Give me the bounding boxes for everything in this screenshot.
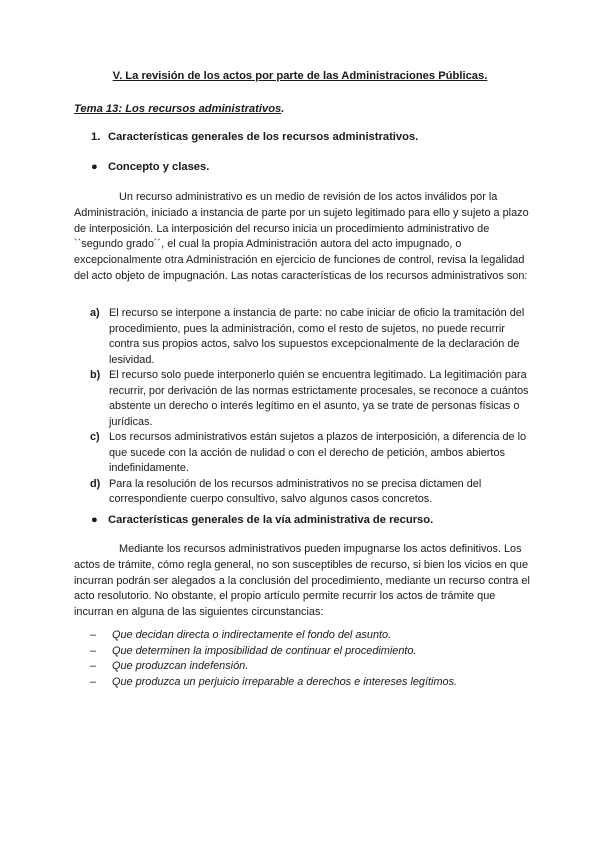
- list-item: [90, 477, 532, 508]
- section-heading-text: Características generales de los recursos administrativos.: [108, 131, 419, 143]
- section-number: 1.: [91, 131, 101, 143]
- list-item-text: El recurso solo puede interponerlo quién se encuentra legitimado. La legitimación para recurrir, por derivación de las normas estrictamente procesales, se reconoce a cuántos abstente un derecho o interés legítimo en el asunto, ya se trate de personas físicas o jurídicas.: [109, 369, 529, 428]
- bullet-heading-text: Características generales de la vía administrativa de recurso.: [108, 514, 434, 526]
- list-item-label: b): [90, 369, 101, 381]
- list-item-text: Los recursos administrativos están sujetos a plazos de interposición, a diferencia de lo que sucede con la acción de nulidad o con el derecho de petición, ambos abiertos indefinidamente.: [109, 431, 527, 474]
- list-item-label: a): [90, 307, 100, 319]
- list-item: [90, 675, 530, 691]
- list-item-text: Que produzcan indefensión.: [112, 660, 249, 672]
- tema-title: Tema 13: Los recursos administrativos: [74, 103, 282, 115]
- bullet-heading-via-administrativa: [91, 514, 433, 526]
- dash-icon: –: [90, 629, 97, 641]
- list-item-label: c): [90, 431, 100, 443]
- document-title: V. La revisión de los actos por parte de las Administraciones Públicas.: [112, 70, 488, 82]
- list-item: [90, 659, 530, 675]
- list-item-text: El recurso se interpone a instancia de parte: no cabe iniciar de oficio la tramitación del procedimiento, pues la administración, como el resto de sujetos, no puede recurrir contra sus propios actos, salvo los supuestos excepcionalmente de la declaración de lesividad.: [109, 307, 525, 366]
- list-item: [90, 306, 532, 368]
- section-heading-1: [91, 131, 418, 143]
- list-item-text: Para la resolución de los recursos administrativos no se precisa dictamen del correspondiente cuerpo consultivo, salvo algunos casos concretos.: [109, 477, 482, 505]
- list-item-text: Que produzca un perjuicio irreparable a derechos e intereses legítimos.: [112, 675, 458, 688]
- circumstances-list: [90, 628, 530, 690]
- dash-icon: –: [90, 675, 97, 688]
- bullet-icon: ●: [91, 514, 98, 526]
- list-item: [90, 628, 530, 644]
- dash-icon: –: [90, 644, 97, 657]
- tema-heading: [74, 103, 284, 115]
- dash-icon: –: [90, 660, 97, 672]
- list-item: [90, 430, 532, 477]
- bullet-heading-concepto: [91, 161, 209, 173]
- bullet-icon: ●: [91, 161, 98, 173]
- bullet-heading-text: Concepto y clases.: [108, 161, 210, 173]
- tema-suffix: .: [281, 103, 285, 115]
- list-item-label: d): [90, 477, 101, 490]
- list-item: [90, 368, 532, 430]
- list-item-text: Que determinen la imposibilidad de continuar el procedimiento.: [112, 644, 417, 657]
- features-list: [90, 306, 532, 508]
- list-item-text: Que decidan directa o indirectamente el fondo del asunto.: [112, 629, 392, 641]
- paragraph-concepto: Un recurso administrativo es un medio de revisión de los actos inválidos por la Administración, iniciado a instancia de parte por un sujeto legitimado para ello y sujeto a plazo de interposición. La interposición del recurso inicia un procedimiento administrativo de ``segundo grado´´, el cual la propia Administración autora del acto impugnado, o excepcionalmente otra Administración en ejercicio de funciones de control, revisa la legalidad del acto objeto de impugnación. Las notas características de los recursos administrativos son:: [74, 191, 529, 282]
- list-item: [90, 644, 530, 660]
- paragraph-via-administrativa: Mediante los recursos administrativos pueden impugnarse los actos definitivos. Los actos de trámite, cómo regla general, no son susceptibles de recurso, si bien los vicios en que incurran podrán ser alegados a la conclusión del procedimiento, mediante un recurso contra el acto resolutorio. No obstante, el propio artículo permite recurrir los actos de trámite que incurran en alguna de las siguientes circunstancias:: [74, 543, 530, 619]
